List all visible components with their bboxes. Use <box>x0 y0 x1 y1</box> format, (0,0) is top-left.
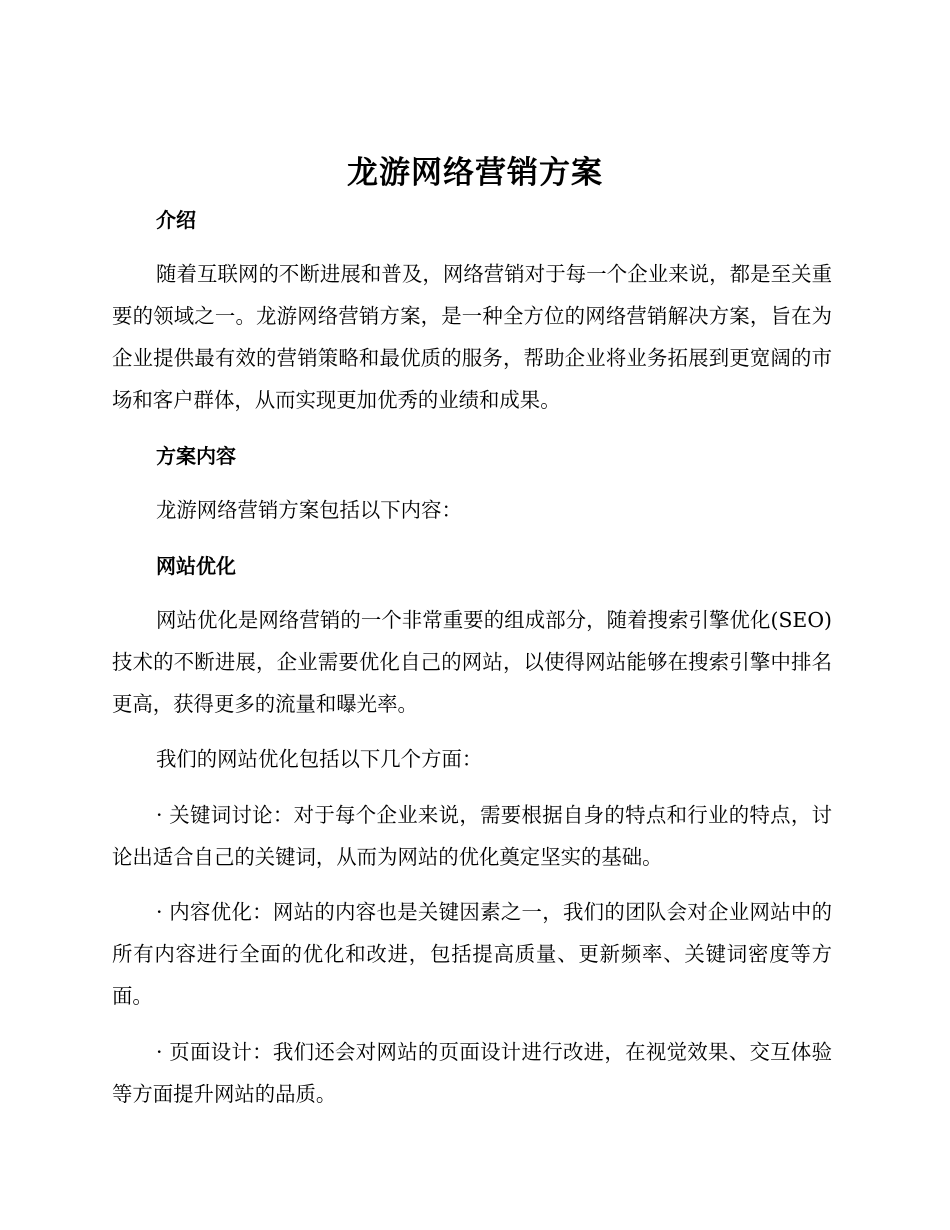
list-item-content-optimization: · 内容优化：网站的内容也是关键因素之一，我们的团队会对企业网站中的所有内容进行全面的优化和改进，包括提高质量、更新频率、关键词密度等方面。 <box>112 900 832 1008</box>
heading-intro: 介绍 <box>156 208 196 232</box>
paragraph-optimization-list-intro: 我们的网站优化包括以下几个方面： <box>156 747 483 771</box>
document-title: 龙游网络营销方案 <box>347 155 603 191</box>
heading-plan-content: 方案内容 <box>156 444 236 468</box>
list-item-keyword-research: · 关键词讨论：对于每个企业来说，需要根据自身的特点和行业的特点，讨论出适合自己的关键词，从而为网站的优化奠定坚实的基础。 <box>112 803 832 869</box>
paragraph-plan-content: 龙游网络营销方案包括以下内容： <box>156 498 462 522</box>
paragraph-intro: 随着互联网的不断进展和普及，网络营销对于每一个企业来说，都是至关重要的领域之一。龙游网络营销方案，是一种全方位的网络营销解决方案，旨在为企业提供最有效的营销策略和最优质的服务，帮助企业将业务拓展到更宽阔的市场和客户群体，从而实现更加优秀的业绩和成果。 <box>112 262 832 412</box>
heading-website-optimization: 网站优化 <box>156 554 236 578</box>
list-item-page-design: · 页面设计：我们还会对网站的页面设计进行改进，在视觉效果、交互体验等方面提升网站的品质。 <box>112 1040 832 1106</box>
paragraph-website-optimization: 网站优化是网络营销的一个非常重要的组成部分，随着搜索引擎优化(SEO)技术的不断进展，企业需要优化自己的网站，以使得网站能够在搜索引擎中排名更高，获得更多的流量和曝光率。 <box>112 608 832 716</box>
